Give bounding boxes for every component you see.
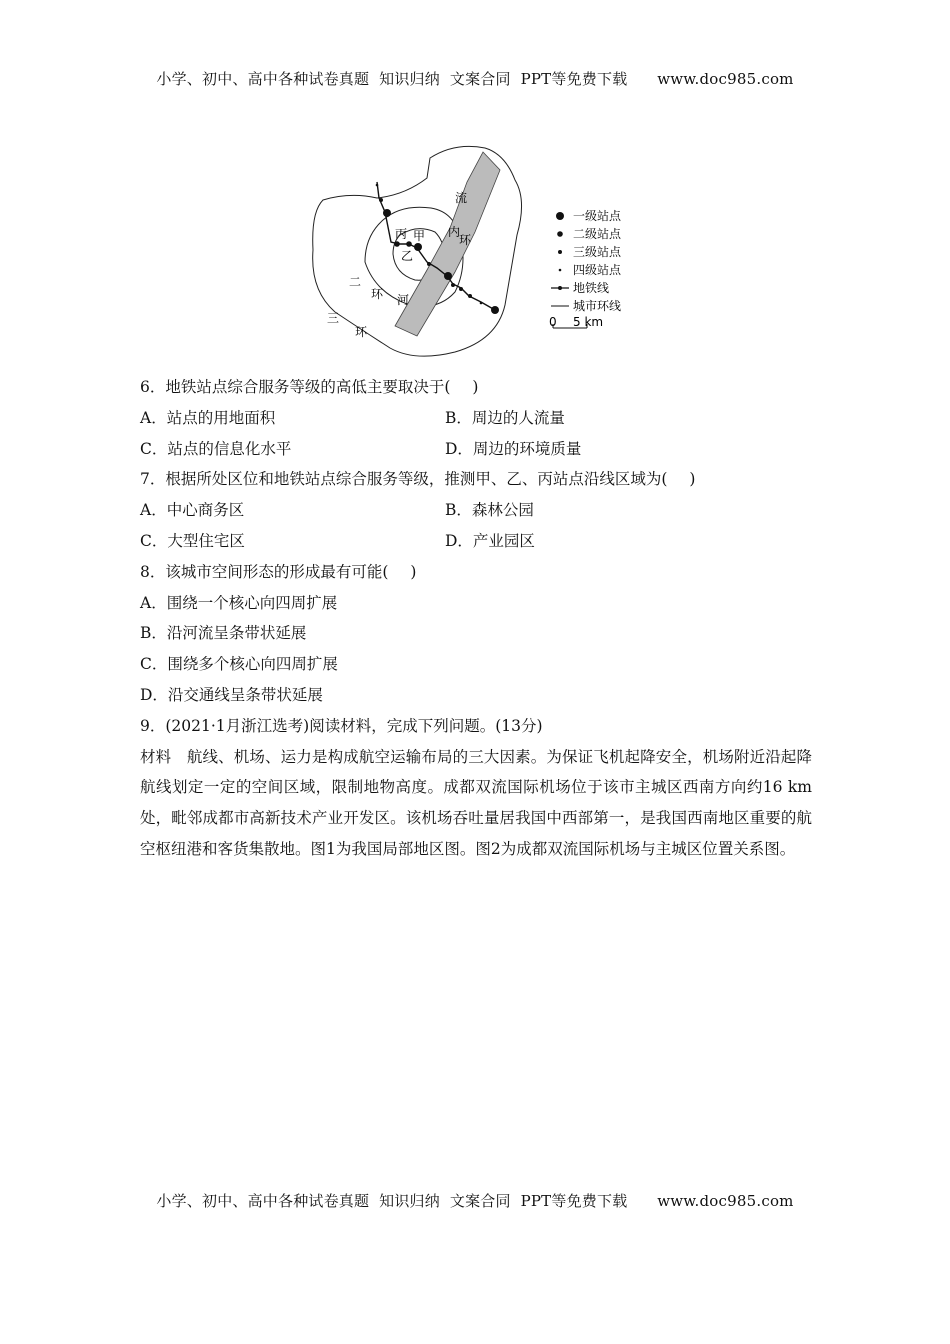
q6-stem: 6．地铁站点综合服务等级的高低主要取决于( ): [140, 378, 479, 396]
q8-option-a: A．围绕一个核心向四周扩展: [140, 593, 338, 612]
station-level4: [376, 184, 379, 187]
station-level2: [406, 241, 412, 247]
q8-stem: 8．该城市空间形态的形成最有可能( ): [140, 562, 417, 581]
map-legend: [549, 208, 622, 329]
legend-scale-km: 5 km: [573, 315, 604, 329]
station-level3: [468, 294, 472, 298]
q6-option-a: A．站点的用地面积: [140, 408, 276, 427]
inner-ring-label-1: 内: [448, 225, 461, 239]
legend-level3: 三级站点: [573, 245, 622, 259]
q9-stem: 9．(2021·1月浙江选考)阅读材料，完成下列问题。(13分): [140, 716, 543, 735]
q6-options-row2: [140, 434, 812, 465]
q7-option-a: A．中心商务区: [140, 501, 245, 520]
q6-options-row1: [140, 403, 812, 434]
q8-option-c: C．围绕多个核心向四周扩展: [140, 655, 338, 674]
station-bing-label: 丙: [395, 227, 408, 241]
q7-options-row1: [140, 495, 812, 526]
page-header: 小学、初中、高中各种试卷真题 知识归纳 文案合同 PPT等免费下载 www.doc985.com: [156, 70, 794, 88]
legend-ring: 城市环线: [573, 299, 622, 313]
questions: [140, 372, 812, 865]
station-level1: [444, 272, 452, 280]
legend-level4: 四级站点: [573, 263, 622, 277]
q7-option-b: B．森林公园: [445, 501, 534, 520]
second-ring-label-2: 环: [371, 287, 384, 301]
river-label-2: 河: [397, 293, 410, 307]
third-ring-label-2: 环: [355, 325, 368, 339]
page-footer: 小学、初中、高中各种试卷真题 知识归纳 文案合同 PPT等免费下载 www.doc985.com: [156, 1192, 794, 1210]
station-level2: [394, 241, 400, 247]
subway-map-figure: [305, 140, 650, 360]
legend-scale-zero: 0: [549, 315, 557, 329]
third-ring-label-1: 三: [327, 311, 340, 325]
q6-option-c: C．站点的信息化水平: [140, 439, 292, 458]
q6-option-d: D．周边的环境质量: [445, 439, 582, 458]
q6-option-b: B．周边的人流量: [445, 408, 565, 427]
station-yi-label: 乙: [401, 249, 414, 263]
station-level1: [383, 209, 391, 217]
legend-level1: 一级站点: [573, 209, 622, 223]
second-ring-label-1: 二: [349, 275, 362, 289]
station-jia-label: 甲: [413, 229, 426, 243]
q8-option-b: B．沿河流呈条带状延展: [140, 624, 307, 643]
river-label-1: 流: [455, 191, 468, 205]
station-level3: [379, 198, 383, 202]
station-level1: [491, 306, 499, 314]
q8-option-d: D．沿交通线呈条带状延展: [140, 685, 323, 704]
station-level3: [451, 283, 455, 287]
legend-level2: 二级站点: [573, 227, 622, 241]
q7-option-d: D．产业园区: [445, 531, 535, 550]
q9-material: 材料 航线、机场、运力是构成航空运输布局的三大因素。为保证飞机起降安全，机场附近沿起降航线划定一定的空间区域，限制地物高度。成都双流国际机场位于该市主城区西南方向约16 km处，毗邻成都市高新技术产业开发区。该机场吞吐量居我国中西部第一，是我国西南地区重要的航空枢纽港和客货集散地。图1为我国局部地区图。图2为成都双流国际机场与主城区位置关系图。: [140, 747, 812, 858]
q7-stem: 7．根据所处区位和地铁站点综合服务等级，推测甲、乙、丙站点沿线区域为( ): [140, 470, 696, 489]
q7-option-c: C．大型住宅区: [140, 531, 245, 550]
station-level3: [427, 262, 431, 266]
legend-subway: 地铁线: [573, 281, 610, 295]
q7-options-row2: [140, 526, 812, 557]
inner-ring-label-2: 环: [459, 233, 472, 247]
station-level4: [480, 302, 483, 305]
station-level1: [414, 243, 422, 251]
station-level3: [459, 287, 463, 291]
